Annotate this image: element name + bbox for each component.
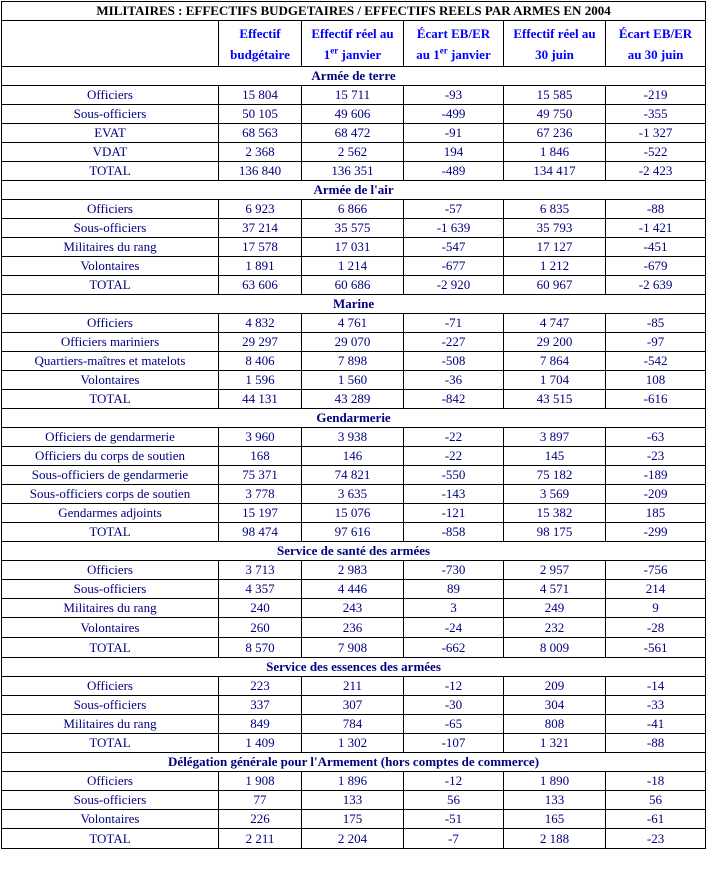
cell-ecart-janvier: -22 (404, 428, 504, 447)
cell-ecart-janvier: -12 (404, 677, 504, 696)
table-row (2, 200, 706, 219)
section-title-service-de-sante-des-armees: Service de santé des armées (2, 542, 706, 561)
cell-ecart-juin: -97 (606, 333, 706, 352)
cell-effectif-reel-juin: 6 835 (504, 200, 606, 219)
cell-ecart-juin: -561 (606, 638, 706, 658)
cell-effectif-budgetaire: 98 474 (219, 523, 302, 542)
cell-ecart-janvier: -2 920 (404, 276, 504, 295)
cell-effectif-reel-juin: 133 (504, 791, 606, 810)
cell-effectif-reel-janvier: 146 (302, 447, 404, 466)
cell-effectif-reel-janvier: 3 938 (302, 428, 404, 447)
cell-effectif-reel-juin: 17 127 (504, 238, 606, 257)
cell-ecart-juin: -61 (606, 810, 706, 829)
header-effectif-budgetaire-line1: Effectif (239, 25, 281, 41)
section-title-delegation-generale-pour-l-armement-hors-comptes-de-commerce: Délégation générale pour l'Armement (hors comptes de commerce) (2, 753, 706, 772)
cell-ecart-juin: -28 (606, 618, 706, 638)
header-blank-cell (2, 21, 219, 67)
cell-effectif-reel-juin: 67 236 (504, 124, 606, 143)
cell-effectif-reel-juin: 4 747 (504, 314, 606, 333)
row-label: Sous-officiers de gendarmerie (2, 466, 219, 485)
header-ecart-juin-line1: Écart EB/ER (618, 25, 693, 41)
row-label: TOTAL (2, 638, 219, 658)
cell-effectif-reel-juin: 1 846 (504, 143, 606, 162)
cell-effectif-budgetaire: 2 211 (219, 829, 302, 849)
cell-effectif-budgetaire: 15 804 (219, 86, 302, 105)
cell-effectif-reel-juin: 15 585 (504, 86, 606, 105)
cell-ecart-juin: -542 (606, 352, 706, 371)
row-label: Militaires du rang (2, 715, 219, 734)
table-row (2, 715, 706, 734)
cell-ecart-juin: -355 (606, 105, 706, 124)
table-row (2, 599, 706, 618)
row-label: Gendarmes adjoints (2, 504, 219, 523)
cell-effectif-budgetaire: 68 563 (219, 124, 302, 143)
cell-ecart-janvier: -842 (404, 390, 504, 409)
cell-effectif-reel-janvier: 97 616 (302, 523, 404, 542)
cell-ecart-janvier: -858 (404, 523, 504, 542)
cell-ecart-janvier: -1 639 (404, 219, 504, 238)
table-row (2, 124, 706, 143)
cell-effectif-reel-juin: 249 (504, 599, 606, 618)
cell-effectif-budgetaire: 17 578 (219, 238, 302, 257)
cell-effectif-reel-juin: 8 009 (504, 638, 606, 658)
cell-ecart-janvier: -30 (404, 696, 504, 715)
cell-ecart-juin: -23 (606, 447, 706, 466)
cell-ecart-janvier: 56 (404, 791, 504, 810)
cell-effectif-budgetaire: 15 197 (219, 504, 302, 523)
header-ecart-juin (606, 21, 706, 67)
cell-effectif-reel-juin: 4 571 (504, 580, 606, 599)
cell-effectif-budgetaire: 136 840 (219, 162, 302, 181)
section-title-gendarmerie: Gendarmerie (2, 409, 706, 428)
cell-ecart-janvier: -24 (404, 618, 504, 638)
row-label: TOTAL (2, 390, 219, 409)
cell-effectif-budgetaire: 75 371 (219, 466, 302, 485)
header-ecart-janvier-line2: janvier (451, 46, 491, 62)
header-ecart-janvier (404, 21, 504, 67)
cell-effectif-reel-janvier: 133 (302, 791, 404, 810)
cell-effectif-reel-juin: 29 200 (504, 333, 606, 352)
table-row (2, 638, 706, 658)
cell-effectif-reel-juin: 7 864 (504, 352, 606, 371)
cell-ecart-janvier: -499 (404, 105, 504, 124)
row-label: Quartiers-maîtres et matelots (2, 352, 219, 371)
cell-ecart-janvier: -93 (404, 86, 504, 105)
section-title-marine: Marine (2, 295, 706, 314)
header-effectif-reel-janvier-line1: Effectif réel au (311, 25, 394, 41)
section-title-service-des-essences-des-armees: Service des essences des armées (2, 658, 706, 677)
section-header-row (2, 181, 706, 200)
table-row (2, 257, 706, 276)
cell-effectif-reel-janvier: 15 076 (302, 504, 404, 523)
section-header-row (2, 67, 706, 86)
row-label: Volontaires (2, 371, 219, 390)
section-header-row (2, 409, 706, 428)
column-header-row (2, 21, 706, 67)
cell-effectif-reel-juin: 43 515 (504, 390, 606, 409)
table-row (2, 390, 706, 409)
table-row (2, 677, 706, 696)
header-effectif-reel-janvier-sup: er (330, 45, 339, 56)
row-label: Officiers mariniers (2, 333, 219, 352)
cell-ecart-juin: -1 421 (606, 219, 706, 238)
table-row (2, 238, 706, 257)
row-label: Volontaires (2, 618, 219, 638)
cell-effectif-reel-janvier: 211 (302, 677, 404, 696)
cell-ecart-janvier: -51 (404, 810, 504, 829)
cell-effectif-reel-janvier: 1 560 (302, 371, 404, 390)
cell-effectif-reel-janvier: 3 635 (302, 485, 404, 504)
row-label: Militaires du rang (2, 599, 219, 618)
cell-effectif-reel-janvier: 68 472 (302, 124, 404, 143)
cell-effectif-reel-janvier: 175 (302, 810, 404, 829)
cell-effectif-reel-juin: 75 182 (504, 466, 606, 485)
row-label: Sous-officiers (2, 105, 219, 124)
header-effectif-budgetaire-line2: budgétaire (230, 46, 290, 62)
table-row (2, 485, 706, 504)
row-label: TOTAL (2, 523, 219, 542)
cell-effectif-reel-juin: 1 890 (504, 772, 606, 791)
row-label: TOTAL (2, 162, 219, 181)
cell-ecart-janvier: -22 (404, 447, 504, 466)
cell-effectif-budgetaire: 63 606 (219, 276, 302, 295)
section-header-row (2, 542, 706, 561)
cell-ecart-juin: -88 (606, 200, 706, 219)
cell-effectif-budgetaire: 1 596 (219, 371, 302, 390)
cell-ecart-janvier: -550 (404, 466, 504, 485)
cell-ecart-juin: -219 (606, 86, 706, 105)
cell-ecart-juin: -451 (606, 238, 706, 257)
section-header-row (2, 658, 706, 677)
row-label: Officiers (2, 772, 219, 791)
table-row (2, 352, 706, 371)
row-label: Officiers (2, 86, 219, 105)
cell-effectif-budgetaire: 337 (219, 696, 302, 715)
cell-ecart-juin: -756 (606, 561, 706, 580)
section-header-row (2, 753, 706, 772)
table-row (2, 428, 706, 447)
header-effectif-reel-janvier (302, 21, 404, 67)
cell-effectif-reel-juin: 98 175 (504, 523, 606, 542)
cell-effectif-budgetaire: 4 357 (219, 580, 302, 599)
row-label: Officiers (2, 314, 219, 333)
cell-effectif-reel-janvier: 1 896 (302, 772, 404, 791)
row-label: Officiers (2, 561, 219, 580)
row-label: Officiers du corps de soutien (2, 447, 219, 466)
cell-ecart-juin: -189 (606, 466, 706, 485)
cell-effectif-reel-juin: 2 957 (504, 561, 606, 580)
cell-ecart-juin: -85 (606, 314, 706, 333)
cell-effectif-budgetaire: 1 891 (219, 257, 302, 276)
cell-ecart-juin: -2 639 (606, 276, 706, 295)
cell-effectif-budgetaire: 849 (219, 715, 302, 734)
table-row (2, 829, 706, 849)
section-header-row (2, 295, 706, 314)
cell-ecart-juin: -88 (606, 734, 706, 753)
cell-effectif-budgetaire: 8 406 (219, 352, 302, 371)
cell-effectif-reel-janvier: 6 866 (302, 200, 404, 219)
header-effectif-budgetaire (219, 21, 302, 67)
cell-effectif-budgetaire: 77 (219, 791, 302, 810)
cell-effectif-reel-juin: 304 (504, 696, 606, 715)
row-label: EVAT (2, 124, 219, 143)
header-effectif-reel-janvier-line2: janvier (341, 46, 382, 62)
table-row (2, 772, 706, 791)
cell-effectif-budgetaire: 223 (219, 677, 302, 696)
cell-ecart-juin: -18 (606, 772, 706, 791)
cell-effectif-reel-juin: 1 212 (504, 257, 606, 276)
table-row (2, 276, 706, 295)
cell-effectif-reel-janvier: 4 761 (302, 314, 404, 333)
effectifs-table (1, 1, 706, 849)
cell-ecart-janvier: -489 (404, 162, 504, 181)
cell-effectif-budgetaire: 226 (219, 810, 302, 829)
cell-ecart-juin: -23 (606, 829, 706, 849)
cell-effectif-budgetaire: 240 (219, 599, 302, 618)
cell-effectif-budgetaire: 2 368 (219, 143, 302, 162)
row-label: Militaires du rang (2, 238, 219, 257)
cell-effectif-reel-janvier: 2 983 (302, 561, 404, 580)
cell-effectif-budgetaire: 3 960 (219, 428, 302, 447)
cell-ecart-juin: -63 (606, 428, 706, 447)
cell-ecart-juin: 9 (606, 599, 706, 618)
cell-effectif-budgetaire: 29 297 (219, 333, 302, 352)
table-row (2, 333, 706, 352)
table-row (2, 791, 706, 810)
row-label: Sous-officiers (2, 219, 219, 238)
cell-ecart-janvier: -508 (404, 352, 504, 371)
cell-effectif-reel-juin: 35 793 (504, 219, 606, 238)
cell-ecart-juin: -209 (606, 485, 706, 504)
cell-effectif-budgetaire: 8 570 (219, 638, 302, 658)
cell-effectif-reel-juin: 1 321 (504, 734, 606, 753)
row-label: Officiers de gendarmerie (2, 428, 219, 447)
row-label: Volontaires (2, 810, 219, 829)
cell-ecart-juin: -679 (606, 257, 706, 276)
cell-effectif-reel-janvier: 7 908 (302, 638, 404, 658)
cell-ecart-juin: 185 (606, 504, 706, 523)
cell-effectif-reel-janvier: 17 031 (302, 238, 404, 257)
cell-effectif-reel-janvier: 307 (302, 696, 404, 715)
cell-effectif-reel-janvier: 784 (302, 715, 404, 734)
table-row (2, 314, 706, 333)
cell-effectif-reel-janvier: 2 562 (302, 143, 404, 162)
cell-effectif-budgetaire: 168 (219, 447, 302, 466)
cell-effectif-reel-juin: 165 (504, 810, 606, 829)
table-row (2, 734, 706, 753)
cell-effectif-reel-janvier: 1 214 (302, 257, 404, 276)
cell-effectif-reel-juin: 2 188 (504, 829, 606, 849)
table-row (2, 810, 706, 829)
cell-effectif-budgetaire: 1 409 (219, 734, 302, 753)
row-label: TOTAL (2, 276, 219, 295)
table-row (2, 162, 706, 181)
cell-ecart-janvier: -12 (404, 772, 504, 791)
table-row (2, 86, 706, 105)
cell-ecart-juin: -616 (606, 390, 706, 409)
cell-effectif-reel-juin: 232 (504, 618, 606, 638)
table-row (2, 466, 706, 485)
cell-effectif-budgetaire: 3 778 (219, 485, 302, 504)
cell-ecart-juin: -522 (606, 143, 706, 162)
table-row (2, 371, 706, 390)
cell-effectif-reel-juin: 1 704 (504, 371, 606, 390)
cell-effectif-reel-janvier: 35 575 (302, 219, 404, 238)
cell-effectif-reel-janvier: 136 351 (302, 162, 404, 181)
row-label: Sous-officiers (2, 580, 219, 599)
cell-effectif-reel-janvier: 236 (302, 618, 404, 638)
row-label: TOTAL (2, 829, 219, 849)
cell-effectif-reel-janvier: 15 711 (302, 86, 404, 105)
cell-effectif-budgetaire: 44 131 (219, 390, 302, 409)
cell-effectif-reel-juin: 145 (504, 447, 606, 466)
table-row (2, 696, 706, 715)
cell-ecart-juin: -33 (606, 696, 706, 715)
section-title-armee-de-terre: Armée de terre (2, 67, 706, 86)
header-ecart-janvier-sup: er (439, 45, 448, 56)
row-label: Volontaires (2, 257, 219, 276)
cell-effectif-reel-janvier: 43 289 (302, 390, 404, 409)
table-row (2, 219, 706, 238)
header-effectif-reel-juin-line2: 30 juin (535, 46, 574, 62)
cell-ecart-juin: -14 (606, 677, 706, 696)
cell-effectif-reel-juin: 134 417 (504, 162, 606, 181)
cell-effectif-reel-juin: 49 750 (504, 105, 606, 124)
header-ecart-juin-line2: au 30 juin (627, 46, 684, 62)
row-label: Sous-officiers (2, 791, 219, 810)
header-ecart-janvier-pre: au 1 (416, 46, 440, 62)
cell-effectif-budgetaire: 6 923 (219, 200, 302, 219)
cell-effectif-reel-juin: 3 569 (504, 485, 606, 504)
cell-effectif-reel-janvier: 4 446 (302, 580, 404, 599)
table-title: MILITAIRES : EFFECTIFS BUDGETAIRES / EFFECTIFS REELS PAR ARMES EN 2004 (2, 2, 706, 21)
table-row (2, 523, 706, 542)
cell-effectif-reel-juin: 60 967 (504, 276, 606, 295)
cell-effectif-reel-juin: 15 382 (504, 504, 606, 523)
cell-ecart-janvier: -143 (404, 485, 504, 504)
row-label: Sous-officiers (2, 696, 219, 715)
cell-effectif-reel-janvier: 74 821 (302, 466, 404, 485)
cell-ecart-janvier: 194 (404, 143, 504, 162)
cell-effectif-budgetaire: 4 832 (219, 314, 302, 333)
table-row (2, 504, 706, 523)
header-effectif-reel-juin-line1: Effectif réel au (513, 25, 596, 41)
row-label: TOTAL (2, 734, 219, 753)
table-row (2, 561, 706, 580)
row-label: Officiers (2, 200, 219, 219)
cell-effectif-reel-janvier: 243 (302, 599, 404, 618)
cell-ecart-juin: -1 327 (606, 124, 706, 143)
table-row (2, 143, 706, 162)
cell-effectif-reel-juin: 209 (504, 677, 606, 696)
cell-effectif-budgetaire: 260 (219, 618, 302, 638)
cell-effectif-reel-janvier: 7 898 (302, 352, 404, 371)
cell-effectif-reel-juin: 3 897 (504, 428, 606, 447)
cell-ecart-juin: 56 (606, 791, 706, 810)
header-ecart-janvier-line1: Écart EB/ER (416, 25, 491, 41)
cell-ecart-juin: 108 (606, 371, 706, 390)
cell-ecart-janvier: -57 (404, 200, 504, 219)
cell-effectif-reel-janvier: 29 070 (302, 333, 404, 352)
cell-ecart-janvier: -677 (404, 257, 504, 276)
cell-effectif-reel-janvier: 1 302 (302, 734, 404, 753)
cell-ecart-juin: -41 (606, 715, 706, 734)
cell-ecart-janvier: 89 (404, 580, 504, 599)
section-title-armee-de-l-air: Armée de l'air (2, 181, 706, 200)
cell-effectif-budgetaire: 37 214 (219, 219, 302, 238)
cell-ecart-janvier: -7 (404, 829, 504, 849)
row-label: Officiers (2, 677, 219, 696)
cell-effectif-budgetaire: 3 713 (219, 561, 302, 580)
cell-ecart-janvier: 3 (404, 599, 504, 618)
cell-ecart-janvier: -730 (404, 561, 504, 580)
table-row (2, 580, 706, 599)
header-effectif-reel-janvier-pre: 1 (323, 46, 331, 62)
cell-effectif-budgetaire: 1 908 (219, 772, 302, 791)
row-label: Sous-officiers corps de soutien (2, 485, 219, 504)
cell-effectif-reel-juin: 808 (504, 715, 606, 734)
cell-effectif-reel-janvier: 60 686 (302, 276, 404, 295)
cell-effectif-budgetaire: 50 105 (219, 105, 302, 124)
cell-ecart-janvier: -91 (404, 124, 504, 143)
header-effectif-reel-juin (504, 21, 606, 67)
cell-effectif-reel-janvier: 2 204 (302, 829, 404, 849)
cell-ecart-janvier: -547 (404, 238, 504, 257)
cell-ecart-juin: -299 (606, 523, 706, 542)
table-row (2, 447, 706, 466)
row-label: VDAT (2, 143, 219, 162)
cell-ecart-janvier: -107 (404, 734, 504, 753)
cell-ecart-janvier: -662 (404, 638, 504, 658)
cell-ecart-janvier: -121 (404, 504, 504, 523)
cell-effectif-reel-janvier: 49 606 (302, 105, 404, 124)
cell-ecart-juin: -2 423 (606, 162, 706, 181)
cell-ecart-janvier: -71 (404, 314, 504, 333)
cell-ecart-janvier: -65 (404, 715, 504, 734)
table-row (2, 105, 706, 124)
cell-ecart-juin: 214 (606, 580, 706, 599)
cell-ecart-janvier: -36 (404, 371, 504, 390)
table-row (2, 618, 706, 638)
cell-ecart-janvier: -227 (404, 333, 504, 352)
